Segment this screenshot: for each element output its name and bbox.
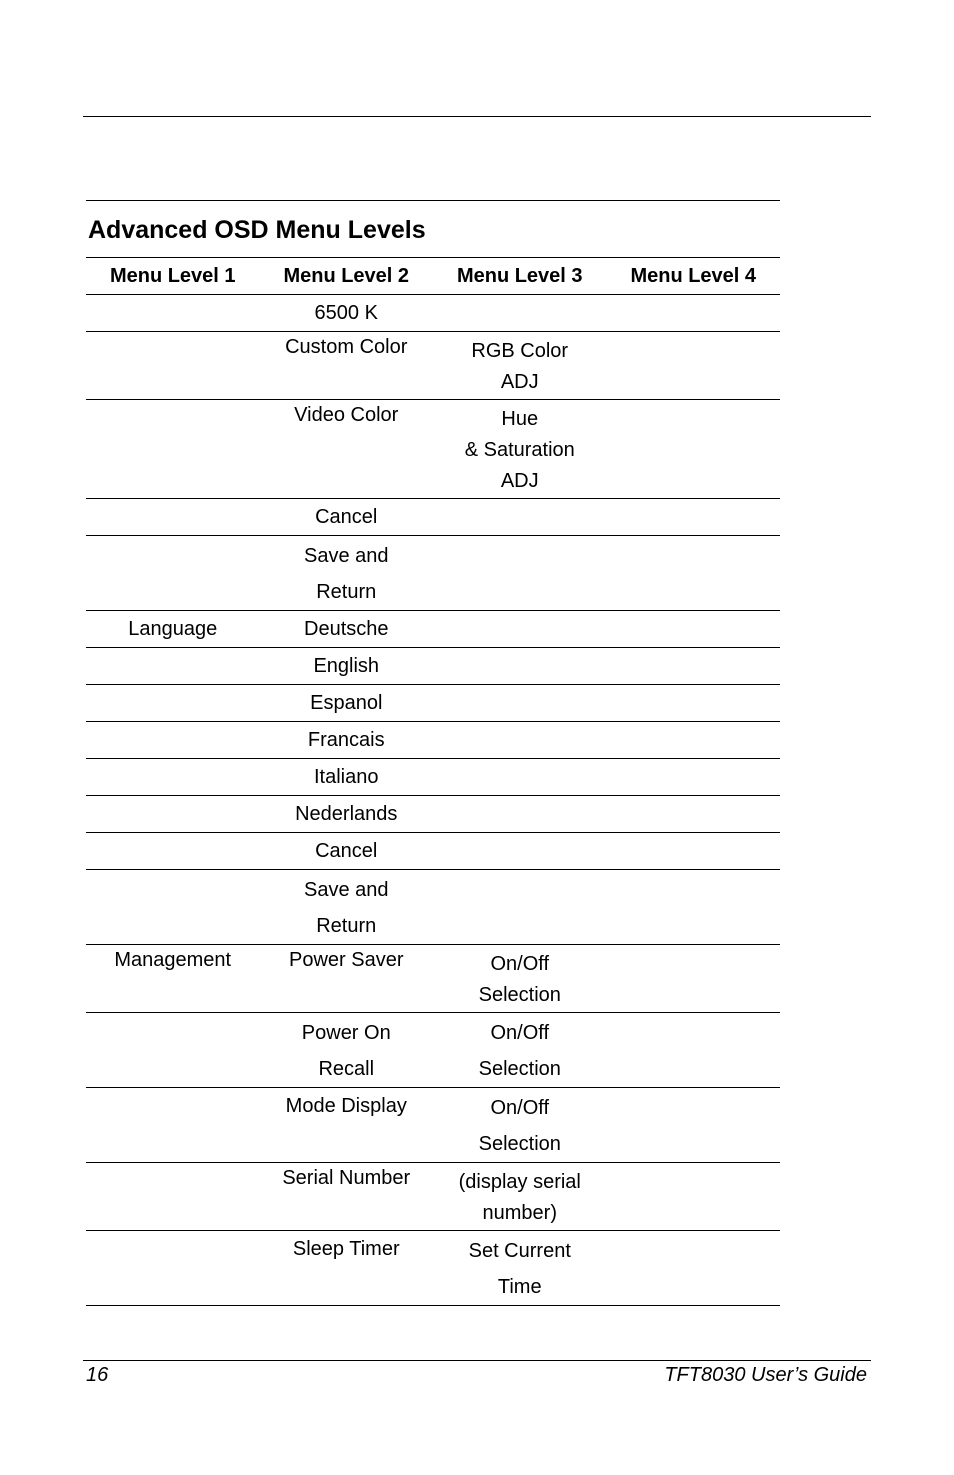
table-cell-level-2 — [260, 611, 434, 648]
table-cell-level-2 — [260, 796, 434, 833]
cell-text: Francais — [307, 729, 385, 751]
table-cell-level-4 — [607, 796, 781, 833]
cell-text-line: ADJ — [500, 371, 539, 393]
menu-levels-table — [86, 257, 780, 1306]
table-cell-level-2 — [260, 1013, 434, 1088]
table-cell-level-2 — [260, 536, 434, 611]
cell-text: Sleep Timer — [292, 1238, 400, 1260]
table-cell-level-3 — [433, 536, 607, 611]
cell-text: Serial Number — [282, 1167, 411, 1189]
table-cell-level-1 — [86, 796, 260, 833]
table-cell-level-1 — [86, 722, 260, 759]
cell-text-line: Return — [316, 915, 377, 937]
column-header: Menu Level 1 — [86, 258, 260, 295]
table-cell-level-3 — [433, 1088, 607, 1163]
table-cell-level-3 — [433, 833, 607, 870]
table-cell-level-2 — [260, 833, 434, 870]
table-cell-level-1 — [86, 1013, 260, 1088]
column-header: Menu Level 2 — [260, 258, 434, 295]
table-cell-level-4 — [607, 1088, 781, 1163]
table-row — [86, 1163, 780, 1231]
table-row — [86, 499, 780, 536]
table-cell-level-1 — [86, 759, 260, 796]
cell-text-line: Hue — [501, 408, 539, 430]
cell-text-line: Save and — [303, 879, 389, 901]
menu-levels-section — [86, 200, 780, 1306]
cell-text-line: number) — [482, 1202, 557, 1224]
cell-text: Deutsche — [304, 618, 389, 640]
cell-text-line: Selection — [478, 1058, 561, 1080]
cell-text: Power Saver — [289, 949, 404, 971]
cell-text-line: Selection — [478, 984, 561, 1006]
table-cell-level-1 — [86, 945, 260, 1013]
table-cell-level-2 — [260, 400, 434, 499]
table-cell-level-2 — [260, 870, 434, 945]
table-cell-level-1 — [86, 499, 260, 536]
table-cell-level-4 — [607, 722, 781, 759]
column-header: Menu Level 4 — [607, 258, 781, 295]
table-cell-level-4 — [607, 1163, 781, 1231]
table-row — [86, 295, 780, 332]
table-cell-level-1 — [86, 833, 260, 870]
cell-text-line: ADJ — [500, 470, 539, 492]
table-cell-level-2 — [260, 1163, 434, 1231]
table-cell-level-3 — [433, 685, 607, 722]
table-cell-level-4 — [607, 870, 781, 945]
cell-text: Italiano — [314, 766, 379, 788]
table-cell-level-4 — [607, 536, 781, 611]
table-row — [86, 796, 780, 833]
table-row — [86, 1088, 780, 1163]
cell-text-line: On/Off — [490, 1022, 550, 1044]
cell-text: Cancel — [315, 840, 378, 862]
table-row — [86, 332, 780, 400]
table-cell-level-1 — [86, 870, 260, 945]
table-cell-level-1 — [86, 295, 260, 332]
table-row — [86, 400, 780, 499]
table-cell-level-3 — [433, 648, 607, 685]
table-cell-level-1 — [86, 685, 260, 722]
cell-text-line: Set Current — [468, 1240, 571, 1262]
cell-text-line: Save and — [303, 545, 389, 567]
table-cell-level-1 — [86, 1163, 260, 1231]
cell-text-line: Return — [316, 581, 377, 603]
table-cell-level-1 — [86, 611, 260, 648]
table-cell-level-3 — [433, 295, 607, 332]
table-cell-level-2 — [260, 499, 434, 536]
column-header: Menu Level 3 — [433, 258, 607, 295]
table-cell-level-3 — [433, 400, 607, 499]
cell-text-line: On/Off — [490, 953, 550, 975]
table-row — [86, 611, 780, 648]
table-cell-level-3 — [433, 722, 607, 759]
cell-text: 6500 K — [314, 302, 378, 324]
table-header-row — [86, 258, 780, 295]
table-cell-level-3 — [433, 611, 607, 648]
cell-text-line: Power On — [301, 1022, 391, 1044]
table-row — [86, 685, 780, 722]
table-cell-level-3 — [433, 945, 607, 1013]
table-cell-level-1 — [86, 648, 260, 685]
table-cell-level-4 — [607, 1231, 781, 1306]
table-cell-level-1 — [86, 1088, 260, 1163]
table-row — [86, 536, 780, 611]
cell-text-line: (display serial — [458, 1171, 581, 1193]
table-cell-level-4 — [607, 833, 781, 870]
header-rule — [83, 116, 871, 117]
table-cell-level-4 — [607, 685, 781, 722]
table-cell-level-3 — [433, 1013, 607, 1088]
table-row — [86, 1231, 780, 1306]
table-cell-level-3 — [433, 499, 607, 536]
footer-rule — [83, 1360, 871, 1361]
table-cell-level-3 — [433, 759, 607, 796]
table-cell-level-3 — [433, 332, 607, 400]
table-row — [86, 870, 780, 945]
cell-text: Mode Display — [285, 1095, 407, 1117]
cell-text: Custom Color — [285, 336, 408, 358]
table-cell-level-1 — [86, 400, 260, 499]
table-cell-level-4 — [607, 611, 781, 648]
cell-text-line: & Saturation — [464, 439, 575, 461]
table-row — [86, 648, 780, 685]
table-cell-level-2 — [260, 332, 434, 400]
table-body — [86, 295, 780, 1306]
table-row — [86, 833, 780, 870]
cell-text-line: Selection — [478, 1133, 561, 1155]
table-cell-level-2 — [260, 685, 434, 722]
cell-text-line: Recall — [318, 1058, 375, 1080]
cell-text: Language — [128, 618, 218, 640]
table-cell-level-4 — [607, 332, 781, 400]
table-cell-level-1 — [86, 1231, 260, 1306]
table-cell-level-2 — [260, 722, 434, 759]
cell-text: Nederlands — [295, 803, 398, 825]
table-row — [86, 945, 780, 1013]
cell-text: Espanol — [310, 692, 383, 714]
table-cell-level-4 — [607, 499, 781, 536]
table-row — [86, 1013, 780, 1088]
table-cell-level-4 — [607, 945, 781, 1013]
table-cell-level-1 — [86, 536, 260, 611]
page-number: 16 — [86, 1364, 109, 1386]
table-cell-level-2 — [260, 648, 434, 685]
cell-text: Video Color — [294, 404, 399, 426]
cell-text: Cancel — [315, 506, 378, 528]
cell-text-line: Time — [497, 1276, 542, 1298]
table-cell-level-4 — [607, 295, 781, 332]
table-cell-level-4 — [607, 1013, 781, 1088]
table-cell-level-2 — [260, 1231, 434, 1306]
cell-text: English — [313, 655, 380, 677]
table-cell-level-2 — [260, 295, 434, 332]
table-cell-level-4 — [607, 759, 781, 796]
section-title: Advanced OSD Menu Levels — [88, 216, 426, 244]
cell-text: Management — [114, 949, 232, 971]
table-cell-level-1 — [86, 332, 260, 400]
table-cell-level-2 — [260, 759, 434, 796]
cell-text-line: RGB Color — [471, 340, 569, 362]
cell-text-line: On/Off — [490, 1097, 550, 1119]
table-cell-level-4 — [607, 648, 781, 685]
table-cell-level-3 — [433, 1163, 607, 1231]
table-cell-level-2 — [260, 1088, 434, 1163]
table-row — [86, 722, 780, 759]
table-row — [86, 759, 780, 796]
table-cell-level-3 — [433, 1231, 607, 1306]
table-cell-level-4 — [607, 400, 781, 499]
guide-title: TFT8030 User’s Guide — [664, 1364, 867, 1386]
table-cell-level-2 — [260, 945, 434, 1013]
table-cell-level-3 — [433, 870, 607, 945]
table-cell-level-3 — [433, 796, 607, 833]
